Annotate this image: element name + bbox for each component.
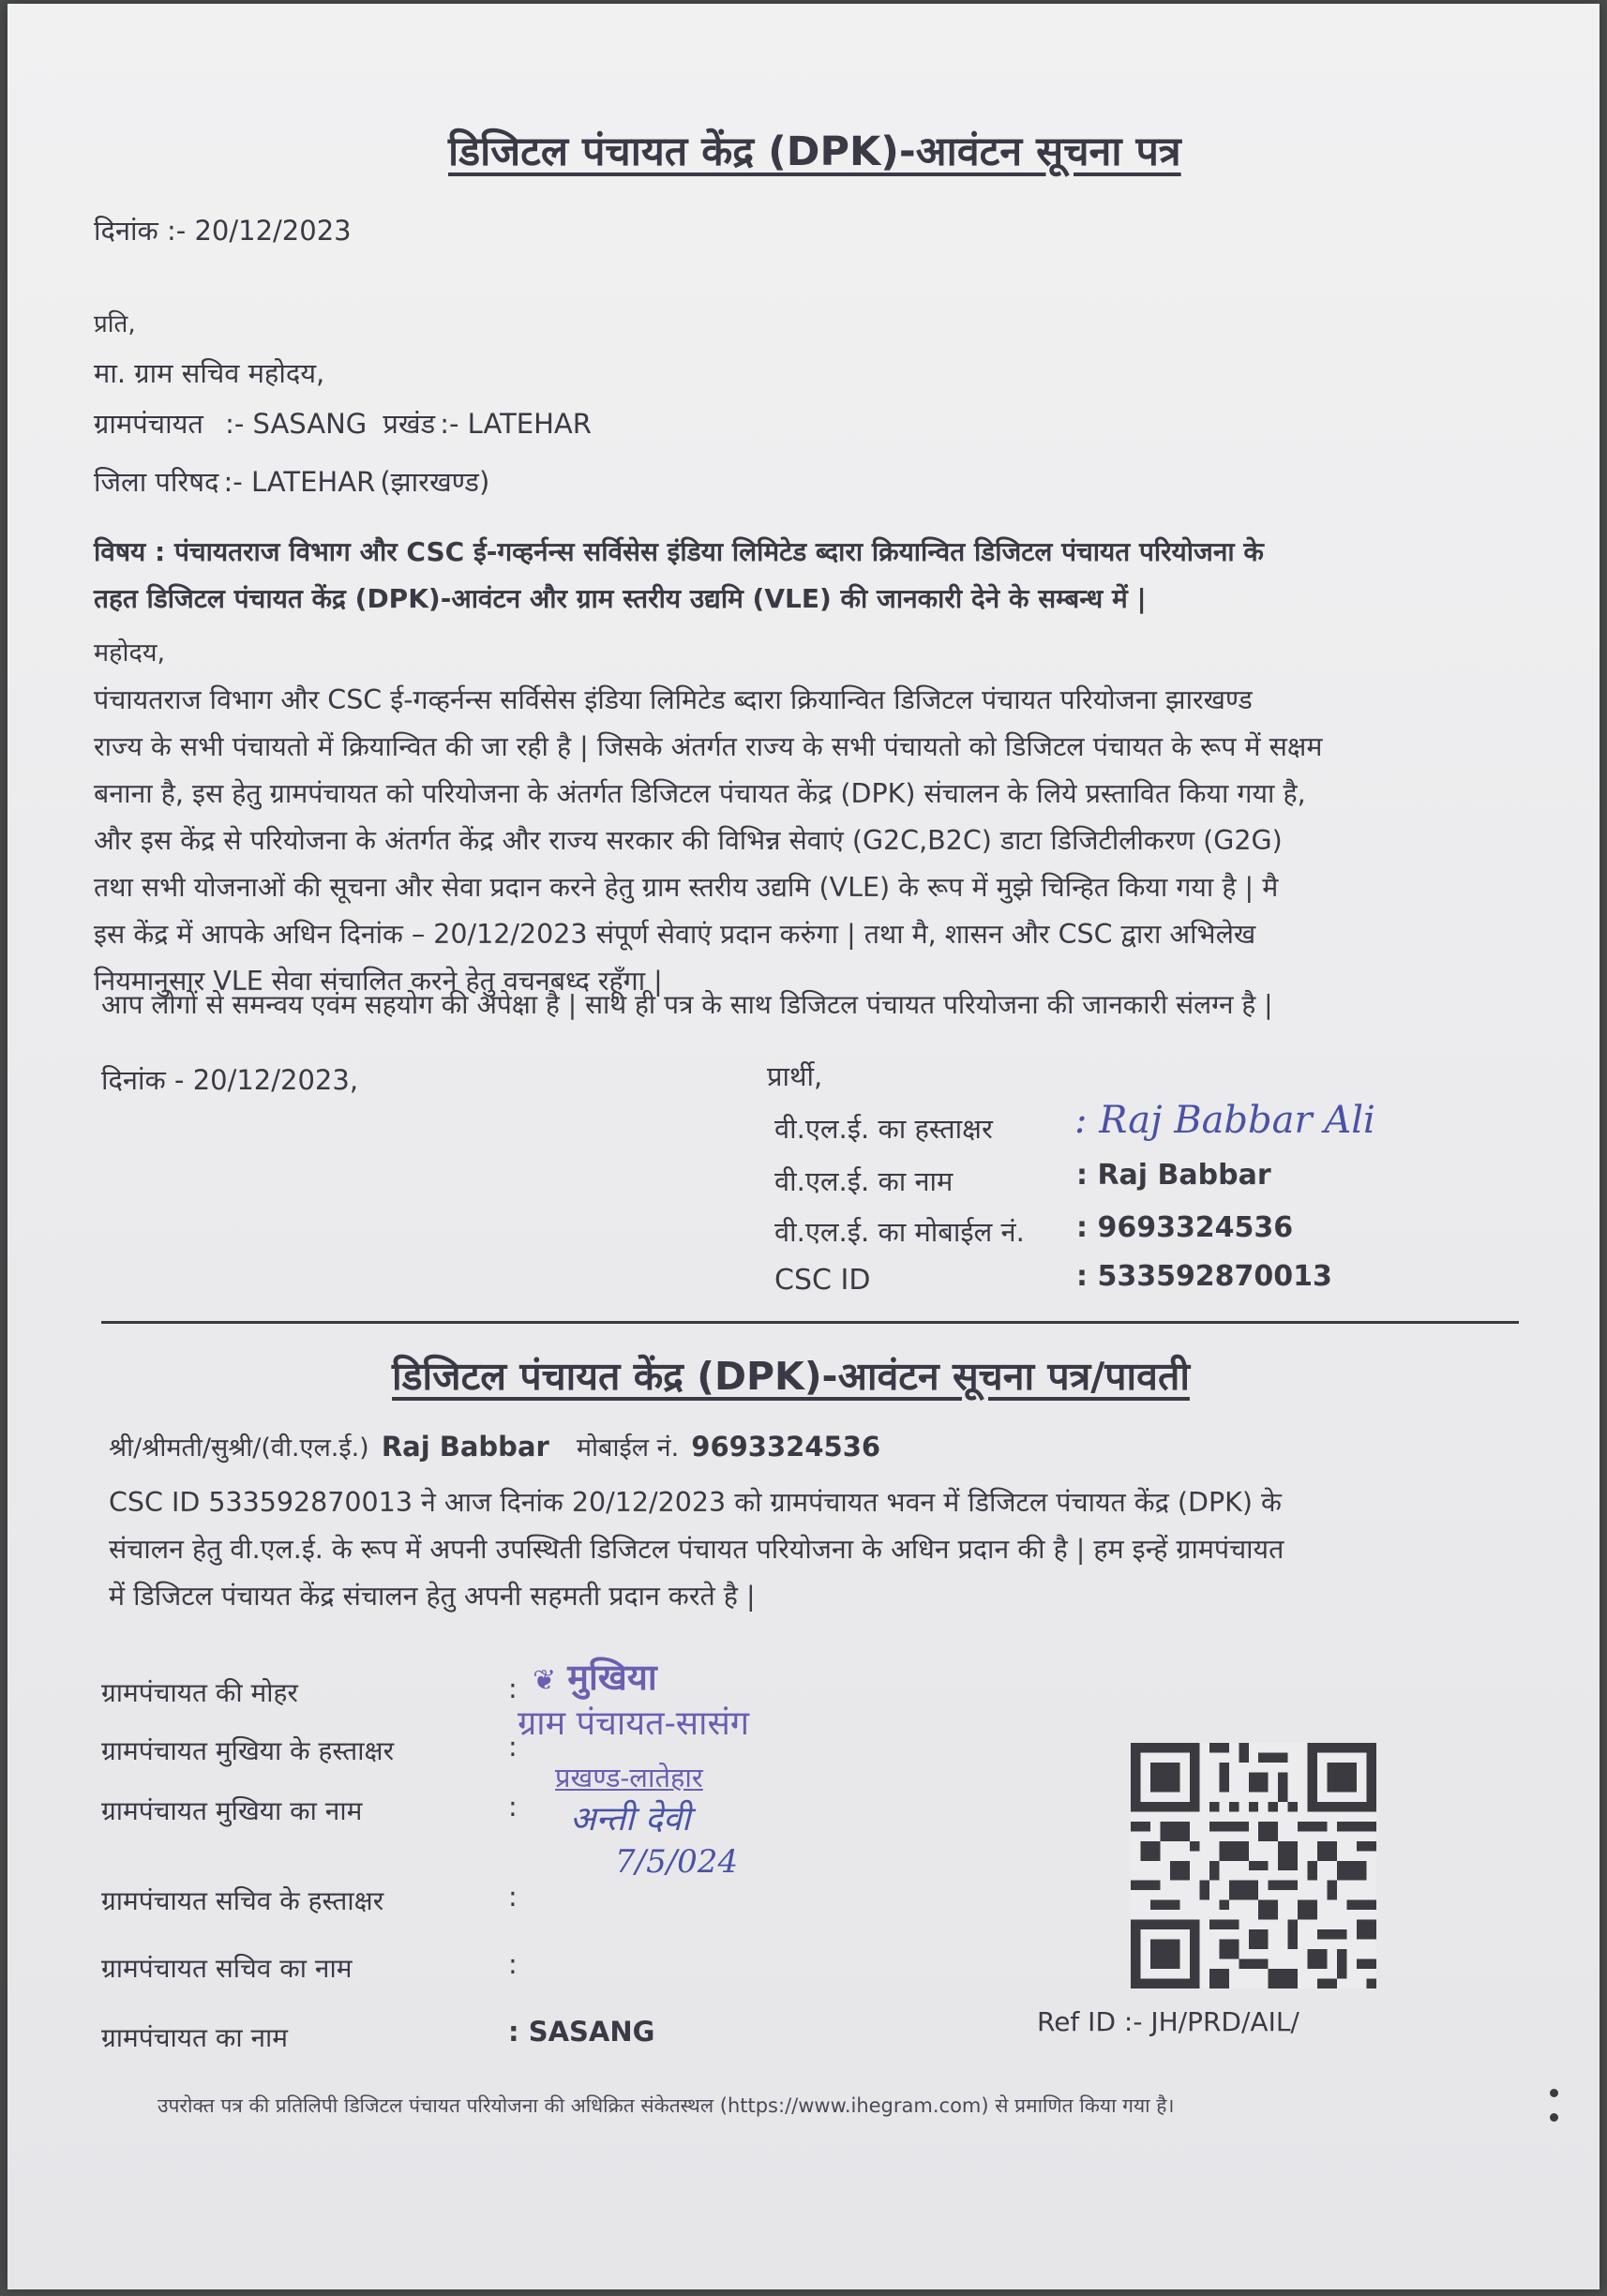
section-divider	[101, 1321, 1519, 1324]
address-recipient: मा. ग्राम सचिव महोदय,	[94, 357, 325, 389]
vle-signature-label: वी.एल.ई. का हस्ताक्षर	[774, 1113, 993, 1145]
body-line: पंचायतराज विभाग और CSC ई-गव्हर्नन्स सर्विसेस इंडिया लिमिटेड ब्दारा क्रियान्वित डिजिटल पंचायत परियोजना झारखण्ड	[94, 684, 1253, 715]
bullet-dot	[1550, 2113, 1558, 2122]
district-state: (झारखण्ड)	[380, 466, 490, 498]
field-mukhiya-sign-value: :	[508, 1731, 518, 1763]
csc-id-value: : 533592870013	[1076, 1260, 1332, 1293]
field-secretary-sign-value: :	[508, 1881, 518, 1913]
field-gp-seal-label: ग्रामपंचायत की मोहर	[101, 1677, 298, 1708]
body-paragraph	[94, 677, 1322, 1005]
field-secretary-sign-label: ग्रामपंचायत सचिव के हस्ताक्षर	[101, 1885, 384, 1916]
receipt-mobile: 9693324536	[691, 1431, 881, 1463]
letter-title: डिजिटल पंचायत केंद्र (DPK)-आवंटन सूचना पत्र	[448, 128, 1181, 175]
stamp-line-1: मुखिया	[567, 1656, 657, 1698]
receipt-title: डिजिटल पंचायत केंद्र (DPK)-आवंटन सूचना पत्र/पावती	[392, 1354, 1190, 1399]
block-label: प्रखंड	[383, 408, 436, 440]
block-value: :- LATEHAR	[440, 408, 592, 440]
vle-name-value: : Raj Babbar	[1076, 1159, 1271, 1192]
sign-date: दिनांक - 20/12/2023,	[101, 1064, 359, 1096]
receipt-paragraph	[109, 1479, 1284, 1620]
stamp-mukhiya	[533, 1652, 657, 1701]
letter-date: दिनांक :- 20/12/2023	[94, 215, 352, 247]
mukhiya-handwritten-name: अन्ती देवी	[570, 1800, 691, 1838]
vle-mobile-value: : 9693324536	[1076, 1211, 1294, 1244]
stamp-ink-icon: ❦	[533, 1664, 557, 1697]
handwritten-date: 7/5/024	[615, 1843, 739, 1881]
receipt-line: संचालन हेतु वी.एल.ई. के रूप में अपनी उपस्थिती डिजिटल पंचायत परियोजना के अधिन प्रदान की है | हम इन्हें ग्रामपंचायत	[109, 1534, 1284, 1565]
address-district-line	[94, 463, 489, 500]
address-prati: प्रति,	[94, 310, 136, 338]
gp-value: :- SASANG	[225, 408, 368, 440]
field-secretary-name-label: ग्रामपंचायत सचिव का नाम	[101, 1953, 353, 1984]
field-gp-name-value: : SASANG	[508, 2016, 655, 2048]
address-gp-line	[94, 405, 592, 442]
vle-mobile-label: वी.एल.ई. का मोबाईल नं.	[774, 1216, 1025, 1248]
ref-id: Ref ID :- JH/PRD/AIL/	[1037, 2006, 1299, 2037]
field-gp-seal-value: :	[508, 1673, 518, 1704]
body-line: तथा सभी योजनाओं की सूचना और सेवा प्रदान करने हेतु ग्राम स्तरीय उद्यमि (VLE) के रूप में मुझे चिन्हित किया गया है | मै	[94, 872, 1279, 903]
body-line: राज्य के सभी पंचायतो में क्रियान्वित की जा रही है | जिसके अंतर्गत राज्य के सभी पंचायतो को डिजिटल पंचायत के रूप में सक्षम	[94, 731, 1323, 762]
subject-line: विषय : पंचायतराज विभाग और CSC ई-गव्हर्नन्स सर्विसेस इंडिया लिमिटेड ब्दारा क्रियान्वित डिजिटल पंचायत परियोजना के	[94, 536, 1264, 567]
receipt-line: में डिजिटल पंचायत केंद्र संचालन हेतु अपनी सहमती प्रदान करते है |	[109, 1581, 756, 1612]
letter-paper	[8, 4, 1599, 2289]
receipt-vle-name: Raj Babbar	[381, 1431, 549, 1463]
stamp-line-2: ग्राम पंचायत-सासंग	[518, 1704, 750, 1743]
receipt-line-1	[109, 1429, 880, 1463]
applicant-prarthi: प्रार्थी,	[767, 1060, 823, 1092]
body-line: और इस केंद्र से परियोजना के अंतर्गत केंद्र और राज्य सरकार की विभिन्न सेवाएं (G2C,B2C) डाटा डिजिटीलीकरण (G2G)	[94, 825, 1283, 856]
vle-signature: : Raj Babbar Ali	[1074, 1099, 1375, 1142]
qr-code-icon	[1131, 1743, 1376, 1988]
receipt-prefix: श्री/श्रीमती/सुश्री/(वी.एल.ई.)	[109, 1433, 369, 1463]
field-secretary-name-value: :	[508, 1948, 518, 1980]
field-gp-name-label: ग्रामपंचायत का नाम	[101, 2022, 289, 2053]
subject-block	[94, 529, 1264, 623]
salutation: महोदय,	[94, 638, 166, 668]
district-value: :- LATEHAR	[223, 466, 376, 498]
field-mukhiya-sign-label: ग्रामपंचायत मुखिया के हस्ताक्षर	[101, 1735, 395, 1766]
district-label: जिला परिषद	[94, 466, 219, 498]
field-mukhiya-name-value: :	[508, 1791, 518, 1823]
vle-name-label: वी.एल.ई. का नाम	[774, 1165, 954, 1197]
field-mukhiya-name-label: ग्रामपंचायत मुखिया का नाम	[101, 1795, 363, 1826]
closing-line: आप लोगों से समन्वय एवंम सहयोग की अपेक्षा है | साथ ही पत्र के साथ डिजिटल पंचायत परियोजना की जानकारी संलग्न है |	[101, 989, 1273, 1020]
stamp-line-3: प्रखण्ड-लातेहार	[555, 1762, 703, 1793]
body-line: इस केंद्र में आपके अधिन दिनांक – 20/12/2023 संपूर्ण सेवाएं प्रदान करुंगा | तथा मै, शासन और CSC द्वारा अभिलेख	[94, 919, 1256, 950]
body-line: नियमानुसार VLE सेवा संचालित करने हेतु वचनबध्द रहूँगा |	[94, 966, 663, 997]
receipt-mobile-label: मोबाईल नं.	[576, 1433, 680, 1463]
csc-id-label: CSC ID	[774, 1264, 871, 1297]
body-line: बनाना है, इस हेतु ग्रामपंचायत को परियोजना के अंतर्गत डिजिटल पंचायत केंद्र (DPK) संचालन के लिये प्रस्तावित किया गया है,	[94, 778, 1306, 809]
footer-note: उपरोक्त पत्र की प्रतिलिपी डिजिटल पंचायत परियोजना की अधिक्रित संकेतस्थल (https://www.ihegram.com) से प्रमाणित किया गया है।	[158, 2094, 1175, 2117]
bullet-dot	[1550, 2089, 1558, 2097]
subject-line: तहत डिजिटल पंचायत केंद्र (DPK)-आवंटन और ग्राम स्तरीय उद्यमि (VLE) की जानकारी देने के सम्बन्ध में |	[94, 583, 1147, 614]
gp-label: ग्रामपंचायत	[94, 408, 203, 440]
receipt-line: CSC ID 533592870013 ने आज दिनांक 20/12/2023 को ग्रामपंचायत भवन में डिजिटल पंचायत केंद्र (DPK) के	[109, 1487, 1282, 1518]
